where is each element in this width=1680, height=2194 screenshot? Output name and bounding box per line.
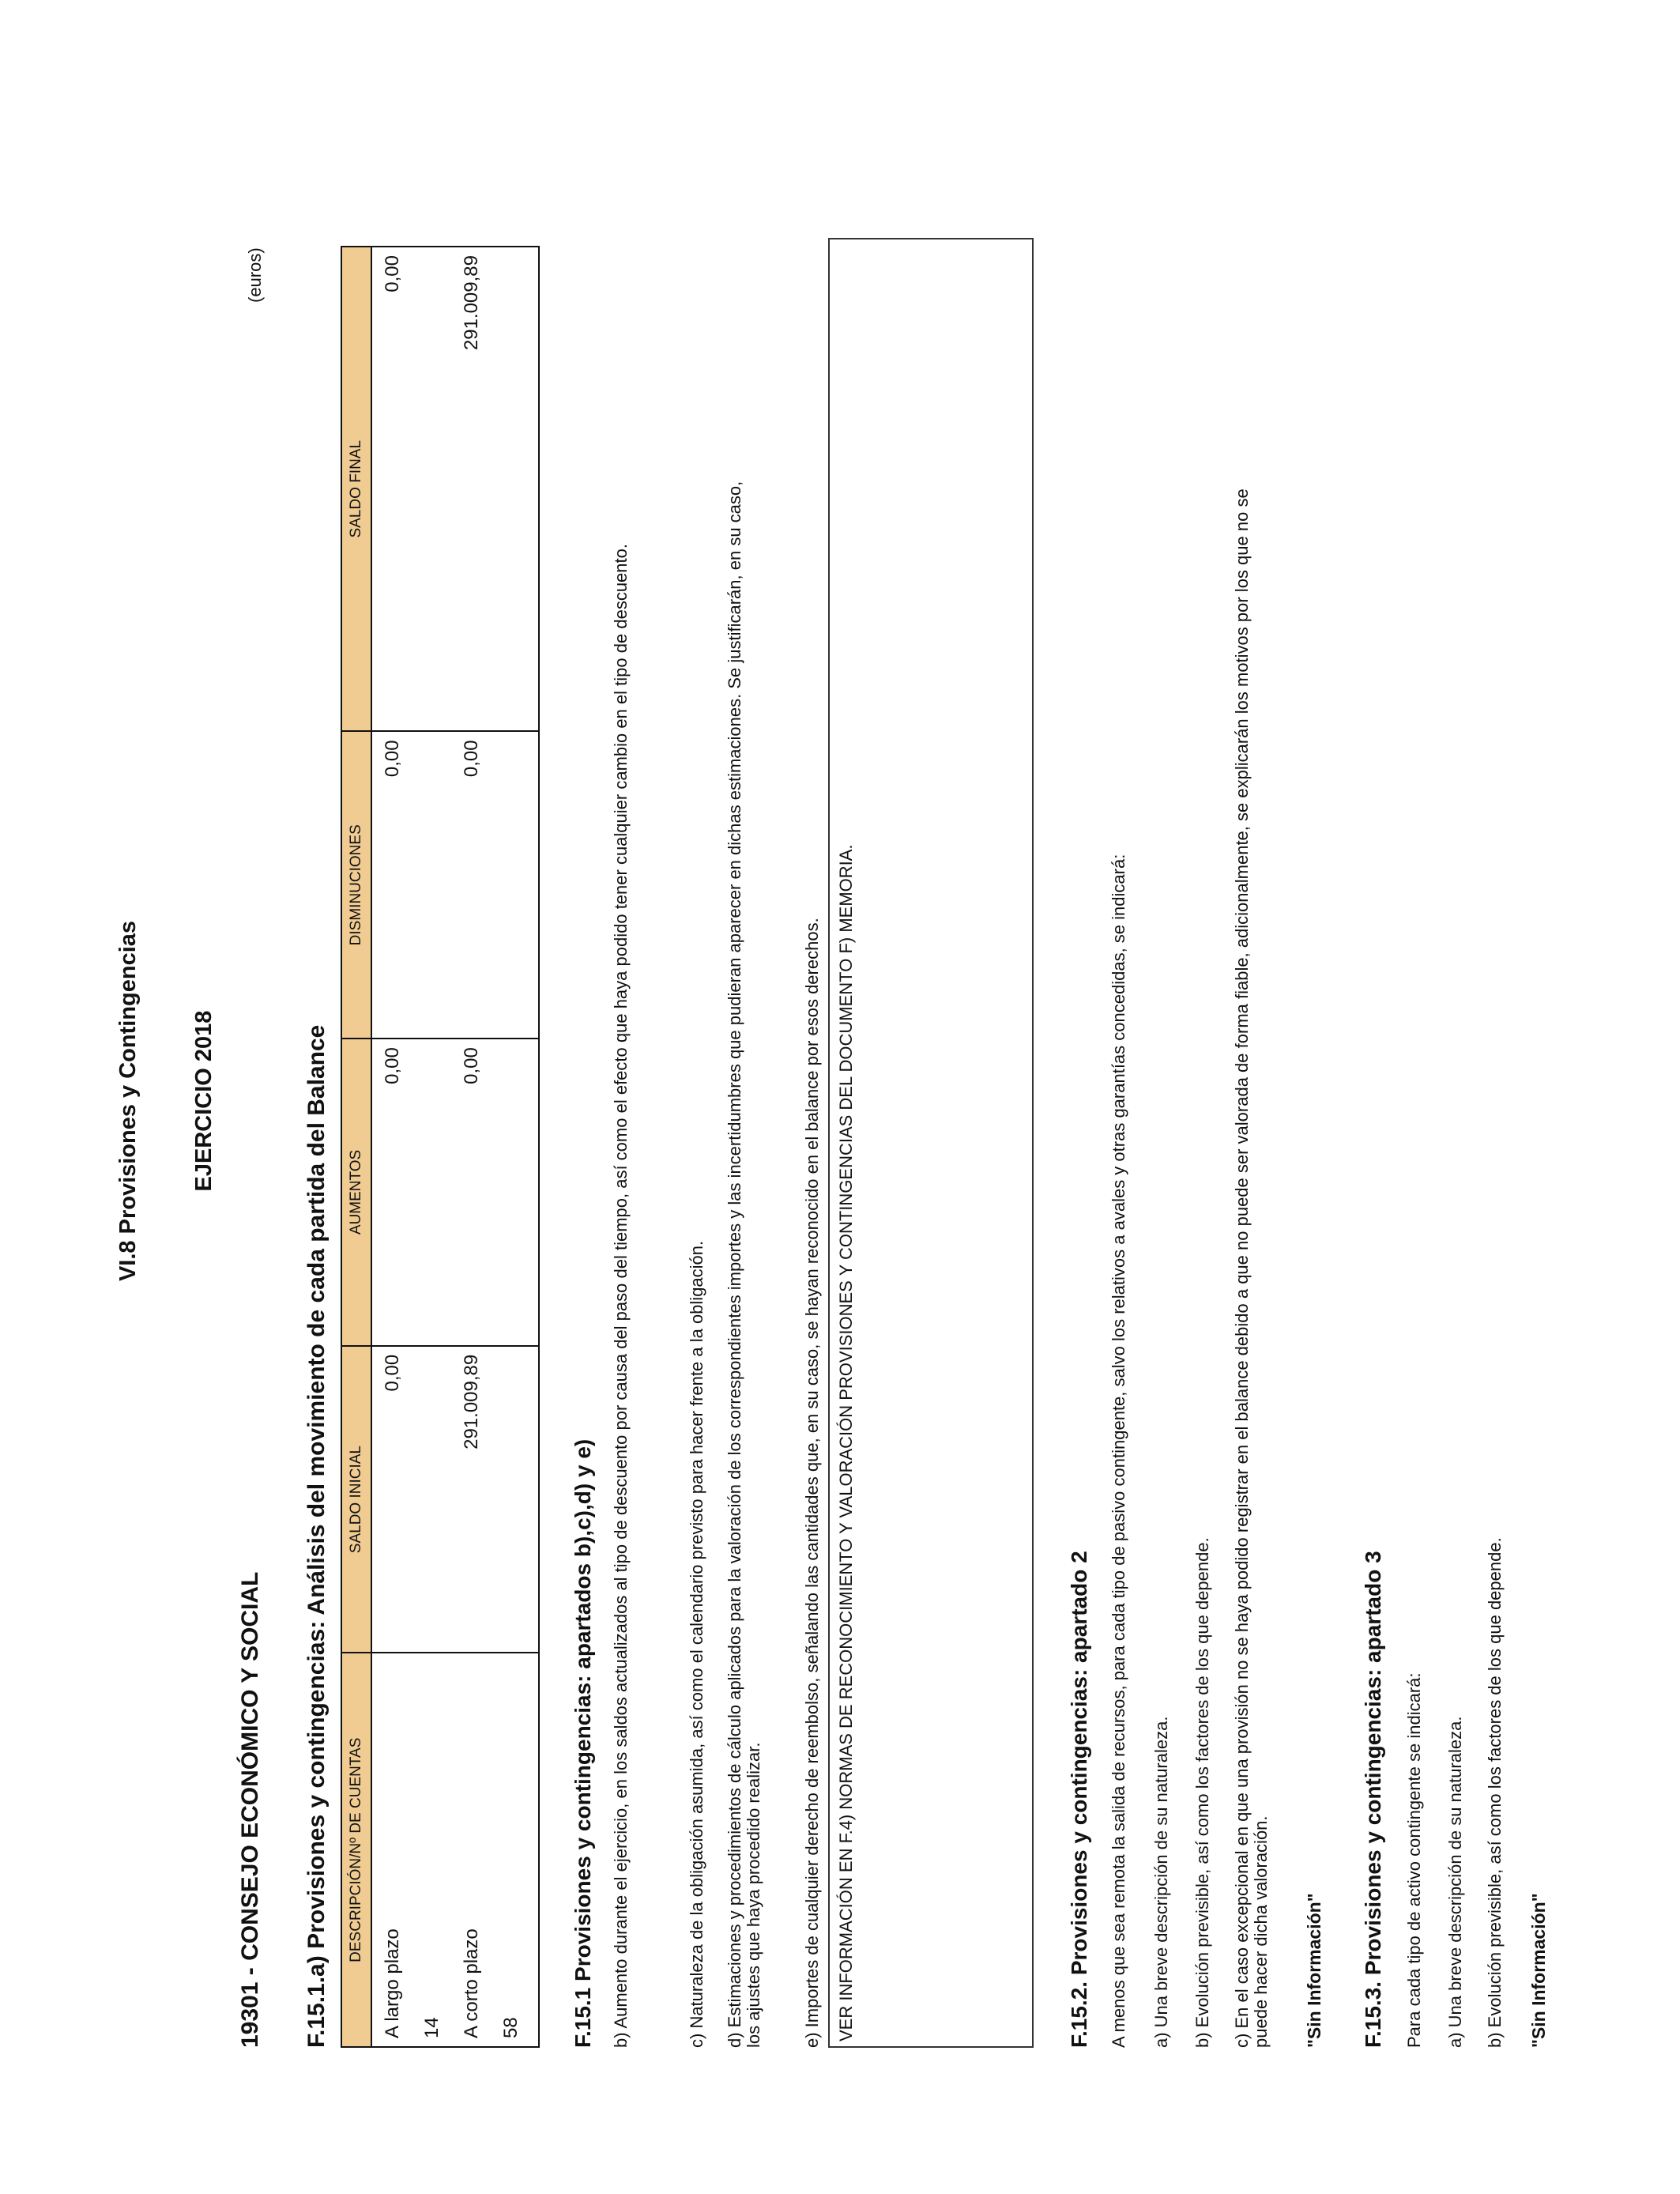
item-b-text: b) Aumento durante el ejercicio, en los saldos actualizados al tipo de descuento por causa del paso del tiempo, así como el efecto que haya podido tener cualquier cambio en el tipo de descuento.: [611, 544, 631, 2048]
section-f151-heading: F.15.1 Provisiones y contingencias: apartados b),c),d) y e): [571, 1438, 595, 2048]
cell-saldo-final: 0,00: [371, 247, 420, 731]
f153-intro-text: Para cada tipo de activo contingente se indicará:: [1404, 1672, 1424, 2048]
f152-intro-text: A menos que sea remota la salida de recursos, para cada tipo de pasivo contingente, salvo los relativos a avales y otras garantías concedidas, se indicará:: [1109, 854, 1128, 2048]
row-account: 14: [420, 1653, 459, 2047]
col-header-saldo-final: SALDO FINAL: [341, 247, 371, 731]
f153-item-b-text: b) Evolución previsible, así como los factores de los que depende.: [1485, 1537, 1505, 2048]
memoria-reference-box: [828, 238, 1034, 2048]
page-title: VI.8 Provisiones y Contingencias: [115, 920, 141, 1282]
cell-aumentos: 0,00: [371, 1039, 420, 1346]
cell-aumentos: 0,00: [459, 1039, 499, 1346]
col-header-descripcion: DESCRIPCIÓN/Nº DE CUENTAS: [341, 1653, 371, 2047]
table-header-row: [341, 247, 371, 2047]
col-header-saldo-inicial: SALDO INICIAL: [341, 1346, 371, 1653]
entity-name: 19301 - CONSEJO ECONÓMICO Y SOCIAL: [237, 1571, 263, 2048]
table-row: [371, 247, 420, 2047]
item-e-text: e) Importes de cualquier derecho de reembolso, señalando las cantidades que, en su caso, se hayan reconocido en el balance por esos derechos.: [802, 918, 822, 2048]
table-row: [420, 247, 459, 2047]
table-row: [459, 247, 499, 2047]
movement-table: [341, 246, 540, 2048]
section-f153-heading: F.15.3. Provisiones y contingencias: apartado 3: [1361, 1551, 1385, 2048]
table-row: [499, 247, 539, 2047]
f153-sin-informacion: "Sin Información": [1528, 1893, 1549, 2048]
f152-sin-informacion: "Sin Información": [1304, 1893, 1324, 2048]
section-f152-heading: F.15.2. Provisiones y contingencias: apartado 2: [1067, 1551, 1091, 2048]
f152-item-a-text: a) Una breve descripción de su naturaleza.: [1151, 1716, 1171, 2048]
row-account: 58: [499, 1653, 539, 2047]
row-description: A largo plazo: [371, 1653, 420, 2047]
exercise-year: EJERCICIO 2018: [191, 1010, 217, 1192]
memoria-reference-text: VER INFORMACIÓN EN F.4) NORMAS DE RECONOCIMIENTO Y VALORACIÓN PROVISIONES Y CONTINGENCIAS DEL DOCUMENTO F) MEMORIA.: [836, 844, 856, 2041]
f152-item-c-text: c) En el caso excepcional en que una provisión no se haya podido registrar en el balance debido a que no puede ser valorada de forma fiable, adicionalmente, se explicarán los motivos por los que no se puede hacer dicha valoración.: [1232, 488, 1271, 2048]
cell-saldo-inicial: 291.009,89: [459, 1346, 499, 1653]
item-d-text: d) Estimaciones y procedimientos de cálculo aplicados para la valoración de los correspondientes importes y las incertidumbres que pudieran aparecer en dichas estimaciones. Se justificarán, en su caso, los ajustes que haya procedido realizar.: [725, 481, 763, 2048]
cell-disminuciones: 0,00: [371, 731, 420, 1039]
row-description: A corto plazo: [459, 1653, 499, 2047]
f152-item-b-text: b) Evolución previsible, así como los factores de los que depende.: [1192, 1537, 1212, 2048]
col-header-disminuciones: DISMINUCIONES: [341, 731, 371, 1039]
cell-disminuciones: 0,00: [459, 731, 499, 1039]
cell-saldo-inicial: 0,00: [371, 1346, 420, 1653]
col-header-aumentos: AUMENTOS: [341, 1039, 371, 1346]
section-f1511a-heading: F.15.1.a) Provisiones y contingencias: Análisis del movimiento de cada partida del Balance: [303, 1024, 330, 2048]
f153-item-a-text: a) Una breve descripción de su naturaleza.: [1445, 1716, 1465, 2048]
currency-note: (euros): [245, 247, 265, 303]
item-c-text: c) Naturaleza de la obligación asumida, así como el calendario previsto para hacer frente a la obligación.: [687, 1240, 706, 2048]
cell-saldo-final: 291.009,89: [459, 247, 499, 731]
